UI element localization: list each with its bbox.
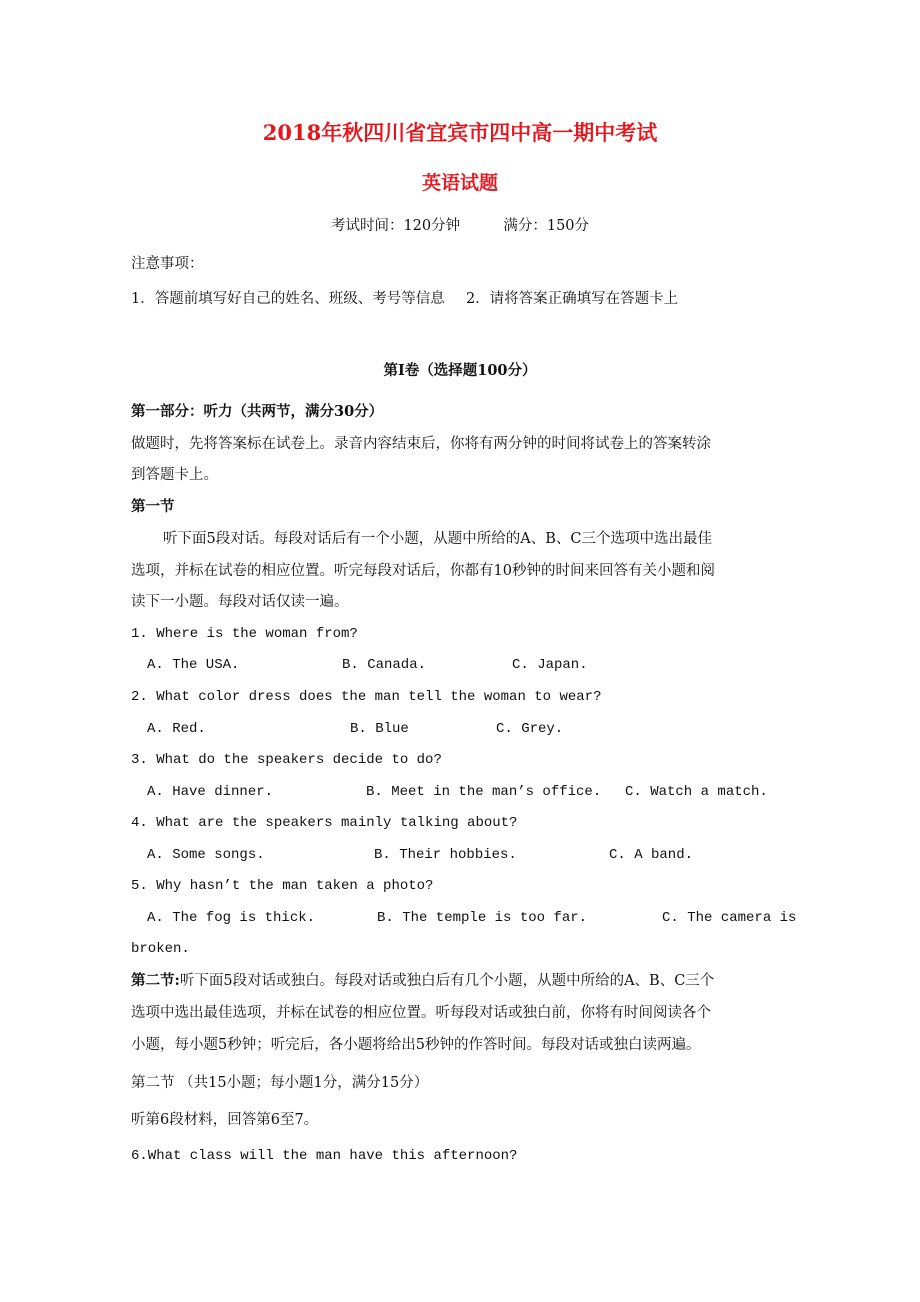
part1-instructions-2: 到答题卡上。 [131, 467, 218, 483]
section2-heading: 第二节: [131, 972, 180, 989]
note-item-2: 2．请将答案正确填写在答题卡上 [465, 291, 679, 307]
question-1: 1. Where is the woman from? [131, 626, 358, 642]
exam-title: 2018年秋四川省宜宾市四中高一期中考试 [262, 120, 658, 145]
option-b: B. Their hobbies. [374, 847, 517, 863]
section2-directions-1: 第二节:听下面5段对话或独白。每段对话或独白后有几个小题，从题中所给的A、B、C三个 [131, 972, 715, 989]
question-3: 3. What do the speakers decide to do? [131, 752, 442, 768]
option-c: C. Watch a match. [625, 784, 768, 800]
question-6: 6.What class will the man have this afternoon? [131, 1148, 518, 1164]
option-a: A. Red. [147, 721, 206, 737]
section1-directions-1: 听下面5段对话。每段对话后有一个小题，从题中所给的A、B、C三个选项中选出最佳 [163, 531, 712, 547]
option-c: C. A band. [609, 847, 694, 863]
question-4: 4. What are the speakers mainly talking about? [131, 815, 518, 831]
option-a: A. Have dinner. [147, 784, 274, 800]
section2-scoring: 第二节 （共15小题；每小题1分，满分15分） [131, 1075, 429, 1091]
section2-directions-3: 小题，每小题5秒钟；听完后，各小题将给出5秒钟的作答时间。每段对话或独白读两遍。 [131, 1037, 701, 1053]
exam-subtitle: 英语试题 [421, 172, 498, 194]
option-a: A. The USA. [147, 657, 240, 673]
part1-instructions-1: 做题时，先将答案标在试卷上。录音内容结束后，你将有两分钟的时间将试卷上的答案转涂 [131, 436, 711, 452]
section1-directions-2: 选项，并标在试卷的相应位置。听完每段对话后，你都有10秒钟的时间来回答有关小题和阅 [131, 563, 715, 579]
option-c: C. Grey. [496, 721, 564, 737]
question-5: 5. Why hasn’t the man taken a photo? [131, 878, 434, 894]
section2-directions-2: 选项中选出最佳选项，并标在试卷的相应位置。听每段对话或独白前，你将有时间阅读各个 [131, 1005, 711, 1021]
option-b: B. The temple is too far. [377, 910, 588, 926]
option-a: A. Some songs. [147, 847, 265, 863]
volume-title: 第Ⅰ卷（选择题100分） [383, 362, 537, 379]
material-6-instruction: 听第6段材料，回答第6至7。 [131, 1112, 319, 1128]
option-c-continued: broken. [131, 941, 190, 957]
note-item-1: 1．答题前填写好自己的姓名、班级、考号等信息 [131, 291, 445, 307]
question-2: 2. What color dress does the man tell the woman to wear? [131, 689, 602, 705]
option-b: B. Canada. [342, 657, 427, 673]
part1-heading: 第一部分：听力（共两节，满分30分） [131, 403, 384, 420]
section1-heading: 第一节 [131, 498, 175, 515]
option-c: C. The camera is [662, 910, 797, 926]
exam-time: 考试时间：120分钟 [330, 218, 461, 234]
option-b: B. Meet in the man’s office. [366, 784, 602, 800]
option-b: B. Blue [350, 721, 409, 737]
exam-info [0, 217, 920, 235]
notes-items [131, 290, 678, 308]
option-c: C. Japan. [512, 657, 588, 673]
notes-heading: 注意事项： [131, 256, 204, 272]
option-a: A. The fog is thick. [147, 910, 316, 926]
section1-directions-3: 读下一小题。每段对话仅读一遍。 [131, 594, 349, 610]
full-score: 满分：150分 [503, 218, 590, 234]
